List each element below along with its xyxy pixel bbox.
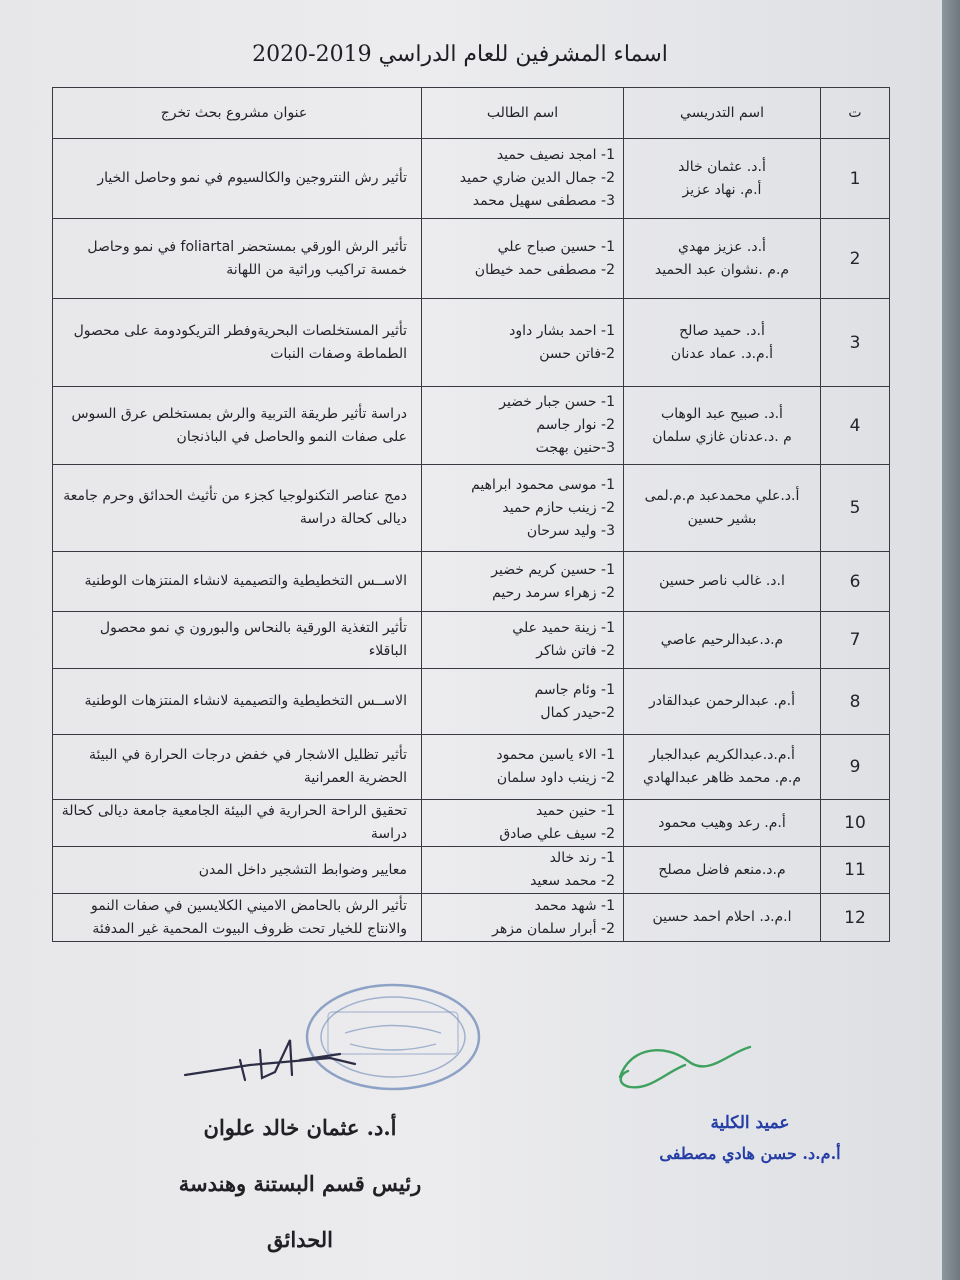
student-name: 2-حيدر كمال (540, 704, 615, 721)
project-title: تأثير المستخلصات البحريةوفطر التريكودومة على محصول الطماطة وصفات النبات (53, 299, 422, 387)
student-name: 2- فاتن شاكر (536, 643, 615, 659)
teacher-name: أ.م. نهاد عزيز (682, 181, 762, 198)
teacher-name: م.د.منعم فاضل مصلح (658, 861, 786, 878)
row-number: 5 (821, 465, 890, 552)
row-number: 12 (821, 894, 890, 942)
teacher-name: أ.م. عبدالرحمن عبدالقادر (649, 693, 795, 709)
teacher-name: ا.م.د. احلام احمد حسين (652, 909, 792, 925)
table-header-row (53, 88, 890, 139)
student-name: 1- شهد محمد (534, 897, 615, 914)
teacher-name: أ.د. صبيح عبد الوهاب (661, 405, 783, 422)
teacher-name: أ.م. رعد وهيب محمود (658, 814, 786, 831)
teacher-cell (624, 735, 821, 800)
teacher-cell (624, 219, 821, 299)
student-name: 2- جمال الدين ضاري حميد (459, 170, 615, 186)
table-row (53, 299, 890, 387)
project-title: تحقيق الراحة الحرارية في البيئة الجامعية جامعة ديالى كحالة دراسة (53, 800, 422, 847)
student-name: 2- نوار جاسم (536, 417, 615, 433)
student-name: 2- محمد سعيد (530, 873, 615, 889)
row-number: 11 (821, 847, 890, 894)
students-cell (422, 894, 624, 942)
students-cell (422, 465, 624, 552)
head-signature-block (150, 1100, 450, 1268)
table-row (53, 465, 890, 552)
project-title: دراسة تأثير طريقة التربية والرش بمستخلص عرق السوس على صفات النمو والحاصل في الباذنجان (53, 387, 422, 465)
header-number: ت (821, 88, 890, 139)
student-name: 2- أبرار سلمان مزهر (492, 920, 615, 937)
dean-signature (610, 1035, 760, 1105)
teacher-cell (624, 894, 821, 942)
row-number: 8 (821, 669, 890, 735)
table-row (53, 894, 890, 942)
background-edge (942, 0, 960, 1280)
student-name: 3- وليد سرحان (526, 522, 615, 539)
students-cell (422, 387, 624, 465)
table-row (53, 219, 890, 299)
teacher-name: أ.د. حميد صالح (679, 322, 765, 339)
students-cell (422, 847, 624, 894)
teacher-name: بشير حسين (687, 511, 757, 527)
teacher-name: ا.د. غالب ناصر حسين (659, 573, 785, 589)
table-body (53, 139, 890, 942)
dean-signature-block (620, 1108, 880, 1170)
student-name: 2- زهراء سرمد رحيم (492, 584, 615, 601)
head-title: رئيس قسم البستنة وهندسة الحدائق (178, 1171, 422, 1252)
project-title: دمج عناصر التكنولوجيا كجزء من تأثيث الحدائق وحرم جامعة ديالى كحالة دراسة (53, 465, 422, 552)
teacher-cell (624, 612, 821, 669)
row-number: 6 (821, 552, 890, 612)
student-name: 3-حنين بهجت (535, 440, 615, 456)
table-row (53, 735, 890, 800)
student-name: 1- رند خالد (549, 850, 615, 866)
teacher-name: م .د.عدنان غازي سلمان (652, 428, 792, 445)
teacher-name: م.د.عبدالرحيم عاصي (660, 631, 784, 648)
header-teacher: اسم التدريسي (624, 88, 821, 139)
project-title: تأثير رش النتروجين والكالسيوم في نمو وحاصل الخيار (53, 139, 422, 219)
students-cell (422, 669, 624, 735)
teacher-name: أ.م.د.عبدالكريم عبدالجبار (649, 747, 795, 763)
teacher-name: م.م .نشوان عبد الحميد (654, 261, 790, 278)
row-number: 2 (821, 219, 890, 299)
teacher-cell (624, 465, 821, 552)
student-name: 2- مصطفى حمد خيطان (474, 261, 615, 278)
head-signature (180, 1030, 360, 1090)
teacher-name: م.م. محمد ظاهر عبدالهادي (642, 770, 802, 786)
table-row (53, 669, 890, 735)
project-title: معايير وضوابط التشجير داخل المدن (53, 847, 422, 894)
teacher-cell (624, 387, 821, 465)
teacher-cell (624, 139, 821, 219)
row-number: 4 (821, 387, 890, 465)
student-name: 1- امجد نصيف حميد (496, 147, 615, 163)
table-row (53, 552, 890, 612)
document-title (250, 38, 670, 72)
project-title: تأثير الرش الورقي بمستحضر foliartal في نمو وحاصل خمسة تراكيب وراثية من اللهانة (53, 219, 422, 299)
student-name: 2-فاتن حسن (539, 345, 615, 362)
table-row (53, 847, 890, 894)
student-name: 1- حسين كريم خضير (491, 561, 615, 578)
students-cell (422, 800, 624, 847)
table-row (53, 387, 890, 465)
teacher-cell (624, 800, 821, 847)
row-number: 9 (821, 735, 890, 800)
row-number: 3 (821, 299, 890, 387)
student-name: 1- الاء ياسين محمود (496, 747, 615, 763)
teacher-cell (624, 669, 821, 735)
project-title: تأثير تظليل الاشجار في خفض درجات الحرارة في البيئة الحضرية العمرانية (53, 735, 422, 800)
student-name: 1- زينة حميد علي (512, 620, 615, 636)
header-students: اسم الطالب (422, 88, 624, 139)
table-row (53, 139, 890, 219)
teacher-cell (624, 552, 821, 612)
title-text: اسماء المشرفين للعام الدراسي 2019-2020 (252, 42, 668, 67)
supervisors-table (52, 87, 890, 942)
dean-name: أ.م.د. حسن هادي مصطفى (659, 1144, 841, 1163)
teacher-cell (624, 847, 821, 894)
head-name: أ.د. عثمان خالد علوان (203, 1115, 397, 1140)
student-name: 3- مصطفى سهيل محمد (472, 193, 615, 209)
student-name: 1- حسن جبار خضير (499, 394, 615, 410)
row-number: 1 (821, 139, 890, 219)
student-name: 2- زينب حازم حميد (502, 499, 615, 516)
students-cell (422, 299, 624, 387)
project-title: الاســس التخطيطية والتصيمية لانشاء المنتزهات الوطنية (53, 552, 422, 612)
header-project: عنوان مشروع بحث تخرج (53, 88, 422, 139)
teacher-name: أ.د. عثمان خالد (678, 158, 766, 175)
project-title: تأثير الرش بالحامض الاميني الكلايسين في صفات النمو والانتاج للخيار تحت ظروف البيوت المحمية غير المدفئة (53, 894, 422, 942)
student-name: 1- حنين حميد (536, 803, 615, 819)
teacher-name: أ.م.د. عماد عدنان (670, 345, 774, 362)
table-row (53, 800, 890, 847)
students-cell (422, 219, 624, 299)
students-cell (422, 612, 624, 669)
student-name: 1- احمد بشار داود (509, 322, 615, 339)
project-title: تأثير التغذية الورقية بالنحاس والبورون ي نمو محصول الباقلاء (53, 612, 422, 669)
row-number: 7 (821, 612, 890, 669)
student-name: 1- وئام جاسم (534, 681, 615, 698)
student-name: 2- زينب داود سلمان (496, 770, 615, 786)
project-title: الاســس التخطيطية والتصيمية لانشاء المنتزهات الوطنية (53, 669, 422, 735)
teacher-name: أ.د.علي محمدعبد م.م.لمى (644, 488, 800, 504)
students-cell (422, 735, 624, 800)
teacher-cell (624, 299, 821, 387)
students-cell (422, 552, 624, 612)
student-name: 1- موسى محمود ابراهيم (471, 476, 615, 493)
students-cell (422, 139, 624, 219)
dean-role: عميد الكلية (710, 1113, 790, 1133)
teacher-name: أ.د. عزيز مهدي (678, 238, 766, 255)
row-number: 10 (821, 800, 890, 847)
student-name: 2- سيف علي صادق (499, 826, 615, 842)
student-name: 1- حسين صباح علي (497, 238, 615, 255)
table-row (53, 612, 890, 669)
